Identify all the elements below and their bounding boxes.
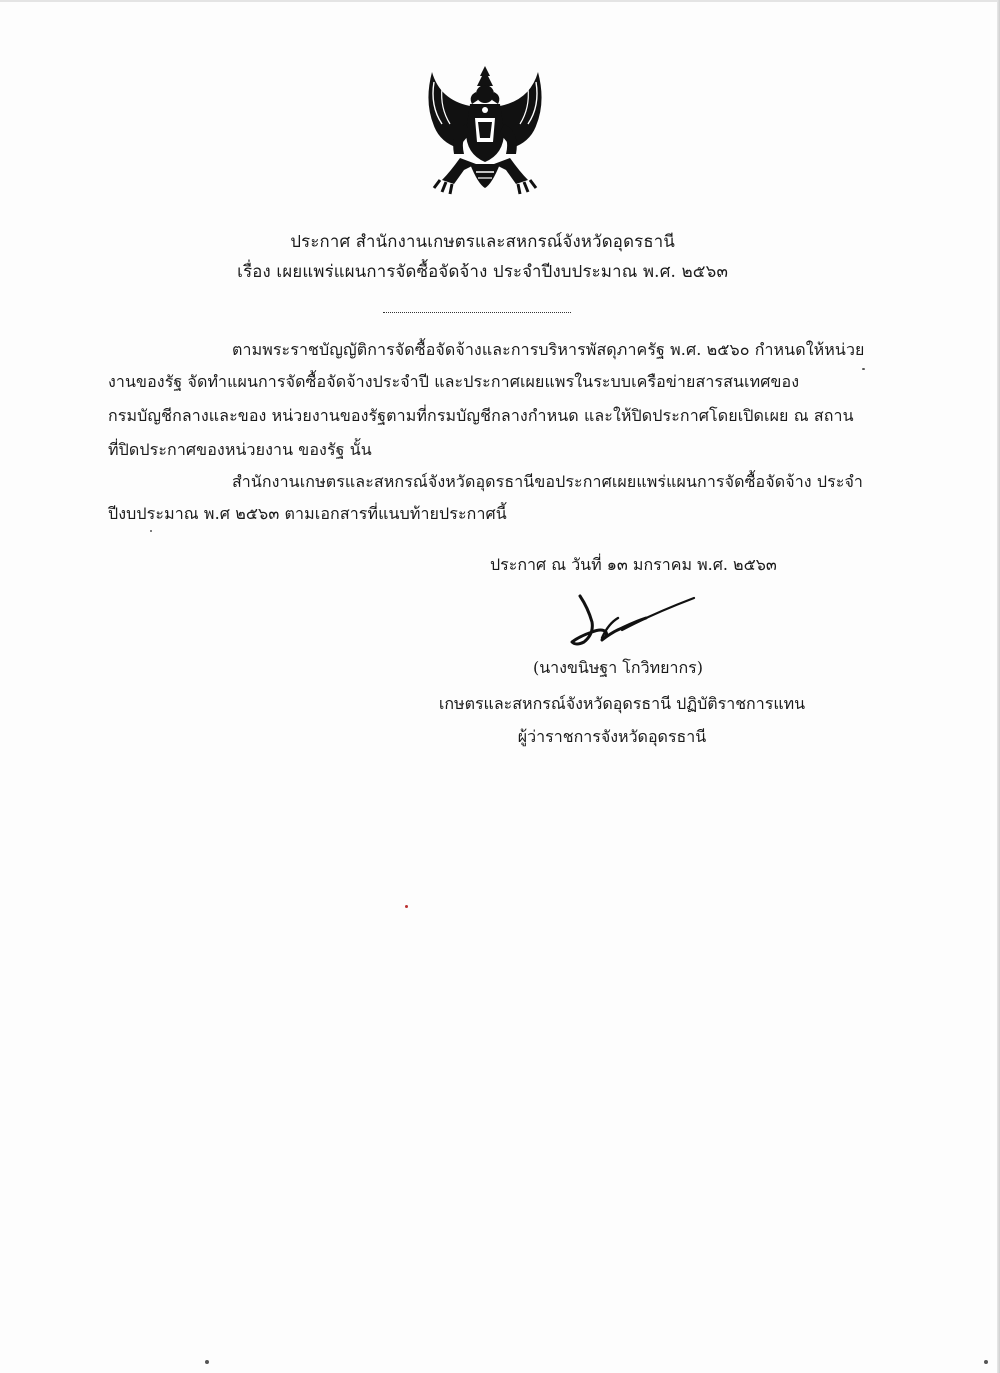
announcement-subject: เรื่อง เผยแพร่แผนการจัดซื้อจัดจ้าง ประจำปีงบประมาณ พ.ศ. ๒๕๖๓	[237, 262, 729, 282]
garuda-emblem-icon	[420, 62, 550, 202]
body-line-5: สำนักงานเกษตรและสหกรณ์จังหวัดอุดรธานีขอประกาศเผยแพร่แผนการจัดซื้อจัดจ้าง ประจำ	[232, 472, 863, 491]
body-line-4: ที่ปิดประกาศของหน่วยงาน ของรัฐ นั้น	[108, 440, 372, 459]
body-line-3: กรมบัญชีกลางและของ หน่วยงานของรัฐตามที่กรมบัญชีกลางกำหนด และให้ปิดประกาศโดยเปิดเผย ณ สถาน	[108, 406, 854, 425]
body-line-2: งานของรัฐ จัดทำแผนการจัดซื้อจัดจ้างประจำปี และประกาศเผยแพรในระบบเครือข่ายสารสนเทศของ	[108, 372, 800, 391]
signatory-position: เกษตรและสหกรณ์จังหวัดอุดรธานี ปฏิบัติราชการแทน	[438, 694, 806, 713]
scan-speck	[862, 368, 865, 370]
body-line-1: ตามพระราชบัญญัติการจัดซื้อจัดจ้างและการบริหารพัสดุภาครัฐ พ.ศ. ๒๕๖๐ กำหนดให้หน่วย	[232, 340, 865, 359]
announcement-date: ประกาศ ณ วันที่ ๑๓ มกราคม พ.ศ. ๒๕๖๓	[490, 555, 777, 574]
signatory-name: (นางขนิษฐา โกวิทยากร)	[533, 658, 703, 677]
handwritten-signature	[562, 588, 702, 650]
scan-speck	[150, 530, 152, 532]
announcement-title: ประกาศ สำนักงานเกษตรและสหกรณ์จังหวัดอุดรธานี	[290, 232, 675, 252]
body-line-6: ปีงบประมาณ พ.ศ ๒๕๖๓ ตามเอกสารที่แนบท้ายประกาศนี้	[108, 504, 507, 523]
scan-speck	[205, 1360, 209, 1364]
signatory-role: ผู้ว่าราชการจังหวัดอุดรธานี	[517, 727, 707, 746]
scan-speck	[405, 905, 408, 908]
scan-speck	[984, 1360, 988, 1364]
page-top-edge	[0, 0, 1000, 2]
title-divider	[383, 312, 571, 313]
